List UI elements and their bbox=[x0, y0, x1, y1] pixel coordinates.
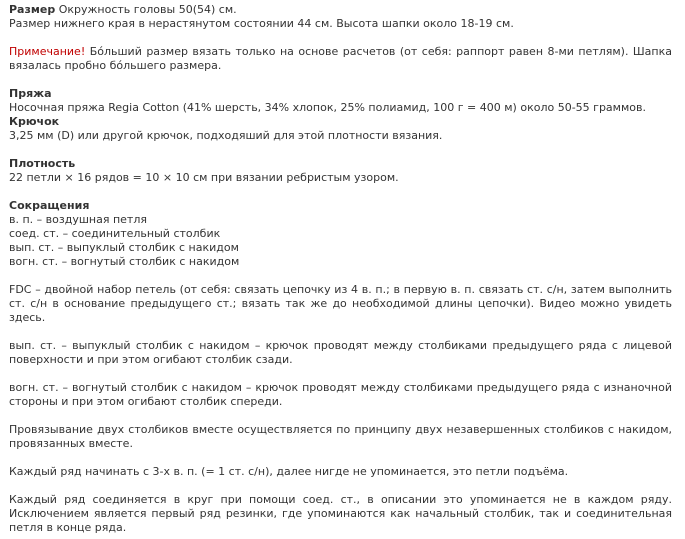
size-details: Размер нижнего края в нерастянутом состоянии 44 см. Высота шапки около 18-19 см. bbox=[9, 17, 514, 30]
size-heading: Размер bbox=[9, 3, 56, 16]
note-text: Бóльший размер вязать только на основе расчетов (от себя: раппорт равен 8-ми петлям). Шапка вязалась пробно бóльшего размера. bbox=[9, 45, 672, 72]
paragraph-turning-chain: Каждый ряд начинать с 3-х в. п. (= 1 ст. с/н), далее нигде не упоминается, это петли подъёма. bbox=[9, 465, 569, 478]
abbreviation-item: в. п. – воздушная петля bbox=[9, 213, 147, 226]
paragraph-back-post: вогн. ст. – вогнутый столбик с накидом – крючок проводят между столбиками предыдущего ряда с изнаночной стороны и при этом огибают столбик спереди. bbox=[9, 381, 672, 408]
note-section bbox=[9, 45, 672, 73]
abbreviation-item: соед. ст. – соединительный столбик bbox=[9, 227, 221, 240]
paragraph-join-rounds: Каждый ряд соединяется в круг при помощи соед. ст., в описании это упоминается не в каждом ряду. Исключением является первый ряд резинки, где упоминаются как начальный столбик, так и соединительная петля в конце ряда. bbox=[9, 493, 672, 534]
fdc-paragraph bbox=[9, 283, 672, 325]
yarn-text: Носочная пряжа Regia Cotton (41% шерсть, 34% хлопок, 25% полиамид, 100 г = 400 м) около 50-55 граммов. bbox=[9, 101, 646, 114]
abbreviation-item: вып. ст. – выпуклый столбик с накидом bbox=[9, 241, 239, 254]
materials-section bbox=[9, 87, 672, 143]
hook-heading: Крючок bbox=[9, 115, 60, 128]
paragraph-decrease: Провязывание двух столбиков вместе осуществляется по принципу двух незавершенных столбиков с накидом, провязанных вместе. bbox=[9, 423, 672, 450]
video-link[interactable]: здесь bbox=[9, 311, 42, 324]
gauge-text: 22 петли × 16 рядов = 10 × 10 см при вязании ребристым узором. bbox=[9, 171, 399, 184]
size-head-circumference: Окружность головы 50(54) см. bbox=[58, 3, 237, 16]
yarn-heading: Пряжа bbox=[9, 87, 52, 100]
paragraph-front-post: вып. ст. – выпуклый столбик с накидом – крючок проводят между столбиками предыдущего ряда с лицевой поверхности и при этом огибают столбик сзади. bbox=[9, 339, 672, 366]
size-section bbox=[9, 3, 672, 31]
gauge-heading: Плотность bbox=[9, 157, 76, 170]
note-label: Примечание! bbox=[9, 45, 86, 58]
fdc-end: . bbox=[41, 311, 46, 324]
abbreviation-item: вогн. ст. – вогнутый столбик с накидом bbox=[9, 255, 240, 268]
abbreviations-section bbox=[9, 199, 672, 269]
hook-text: 3,25 мм (D) или другой крючок, подходяший для этой плотности вязания. bbox=[9, 129, 443, 142]
gauge-section bbox=[9, 157, 672, 185]
abbreviations-heading: Сокращения bbox=[9, 199, 90, 212]
fdc-text: FDC – двойной набор петель (от себя: связать цепочку из 4 в. п.; в первую в. п. связать ст. с/н, затем выполнить ст. с/н в основание предыдущего ст.; вязать так же до необходимой длины цепочки). Видео можно увидеть bbox=[9, 283, 672, 310]
